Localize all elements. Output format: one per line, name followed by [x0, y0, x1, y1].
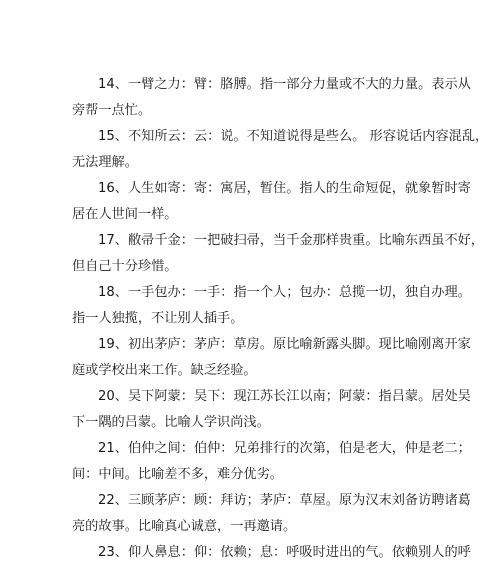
idiom-entry-19: [72, 332, 471, 384]
entry-line: 17、敝帚千金：一把破扫帚，当千金那样贵重。比喻东西虽不好，: [98, 233, 485, 248]
idiom-entry-16: [72, 176, 471, 228]
entry-line: 间：中间。比喻差不多，难分优劣。: [72, 467, 283, 482]
entry-line: 14、一臂之力：臂：胳膊。指一部分力量或不大的力量。表示从: [98, 77, 471, 92]
entry-line: 指一人独揽，不让别人插手。: [72, 311, 244, 326]
entry-line: 19、初出茅庐：茅庐：草房。原比喻新露头脚。现比喻刚离开家: [98, 337, 471, 352]
idiom-entry-21: [72, 436, 471, 488]
entry-line: 16、人生如寄：寄：寓居，暂住。指人的生命短促，就象暂时寄: [98, 181, 471, 196]
entry-line: 下一隅的吕蒙。比喻人学识尚浅。: [72, 415, 270, 430]
entry-line: 18、一手包办：一手：指一个人；包办：总揽一切，独自办理。: [98, 285, 471, 300]
entry-line: 庭或学校出来工作。缺乏经验。: [72, 363, 257, 378]
entry-line: 23、仰人鼻息：仰：依赖；息：呼吸时进出的气。依赖别人的呼: [98, 545, 471, 560]
idiom-entry-23: [72, 540, 471, 566]
entry-line: 居在人世间一样。: [72, 207, 178, 222]
idiom-list: [72, 72, 489, 566]
entry-line: 15、不知所云：云：说。不知道说得是些么。 形容说话内容混乱，: [98, 129, 489, 144]
idiom-entry-20: [72, 384, 471, 436]
entry-line: 旁帮一点忙。: [72, 103, 152, 118]
entry-line: 21、伯仲之间：伯仲：兄弟排行的次第，伯是老大，仲是老二；: [98, 441, 471, 456]
entry-line: 22、三顾茅庐：顾：拜访；茅庐：草屋。原为汉末刘备访聘诸葛: [98, 493, 471, 508]
idiom-entry-18: [72, 280, 471, 332]
idiom-entry-15: [72, 124, 489, 176]
entry-line: 无法理解。: [72, 155, 138, 170]
entry-line: 亮的故事。比喻真心诚意，一再邀请。: [72, 519, 297, 534]
entry-line: 但自己十分珍惜。: [72, 259, 178, 274]
idiom-entry-14: [72, 72, 471, 124]
entry-line: 20、吴下阿蒙：吴下：现江苏长江以南；阿蒙：指吕蒙。居处吴: [98, 389, 471, 404]
idiom-entry-17: [72, 228, 485, 280]
idiom-entry-22: [72, 488, 471, 540]
